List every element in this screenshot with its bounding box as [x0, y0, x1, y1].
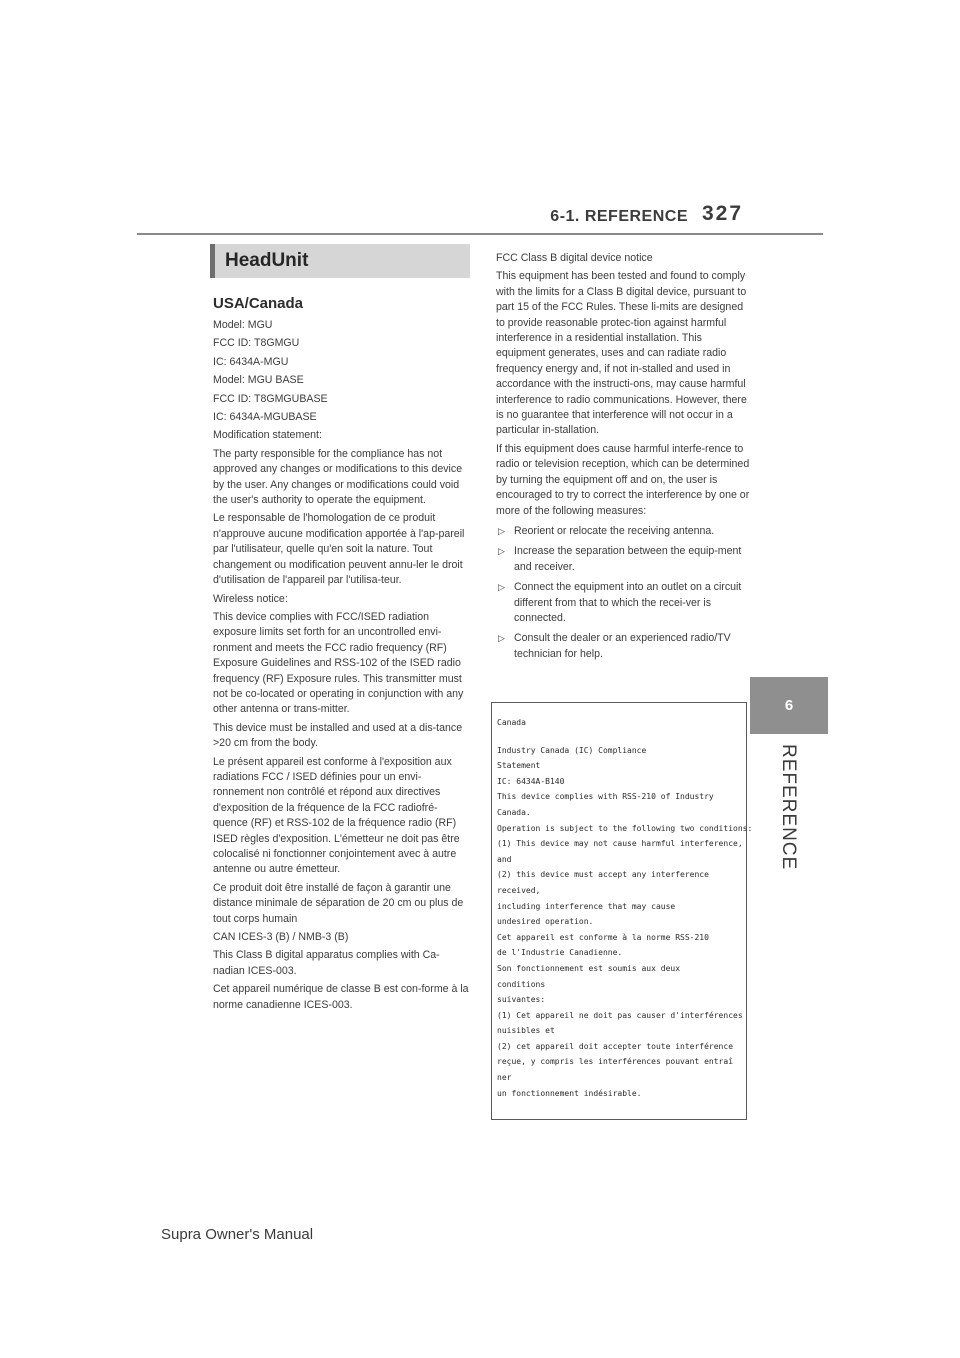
box-line: including interference that may cause — [497, 901, 676, 911]
box-spacer — [497, 731, 742, 743]
paragraph: The party responsible for the compliance has not approved any changes or modifications to this device by the user. Any changes or modifications could void the user's authority to operate the equipment. — [213, 447, 463, 507]
triangle-bullet-icon: ▷ — [498, 546, 505, 557]
footer-manual-title: Supra Owner's Manual — [161, 1226, 314, 1243]
paragraph: Model: MGU — [213, 319, 273, 331]
box-line: Son fonctionnement est soumis aux deux — [497, 963, 681, 973]
box-line: nuisibles et — [497, 1026, 555, 1036]
box-line: (1) Cet appareil ne doit pas causer d'interférences — [497, 1010, 743, 1020]
box-line: conditions — [497, 979, 546, 989]
paragraph: If this equipment does cause harmful interfe-rence to radio or television reception, which can be determined by turning the equipment off and on, the user is encouraged to try to correct the interference by one or more of the following measures: — [496, 442, 750, 517]
paragraph: Le présent appareil est conforme à l'exposition aux radiations FCC / ISED définies pour un envi-ronnement non contrôlé et répond aux directives d'exposition de la fréquence de la FCC radiofré-quence (RF) et RSS-102 de la fréquence radio (RF) ISED règles d'exposition. L'émetteur ne doit pas être colocalisé ni fonctionner conjointement avec à autre antenne ou autre émetteur. — [213, 755, 460, 876]
paragraph: Model: MGU BASE — [213, 374, 304, 387]
section-header: 6-1. REFERENCE — [550, 208, 688, 225]
box-line: IC: 6434A-B140 — [497, 776, 565, 786]
paragraph: FCC Class B digital device notice — [496, 252, 653, 264]
paragraph: This device must be installed and used at a dis-tance >20 cm from the body. — [213, 721, 463, 750]
right-column — [496, 251, 750, 665]
box-line: Cet appareil est conforme à la norme RSS-210 — [497, 932, 709, 942]
triangle-bullet-icon: ▷ — [498, 633, 505, 644]
box-line: un fonctionnement indésirable. — [497, 1088, 642, 1098]
box-line: (2) cet appareil doit accepter toute interférence — [497, 1041, 734, 1051]
header-rule — [137, 233, 823, 235]
box-line: Canada. — [497, 807, 531, 817]
paragraph: FCC ID: T8GMGUBASE — [213, 392, 328, 405]
paragraph: Modification statement: — [213, 429, 322, 442]
list-item-text: Connect the equipment into an outlet on a circuit different from that to which the recei-ver is connected. — [514, 581, 742, 624]
chapter-number: 6 — [784, 697, 794, 714]
box-line: suivantes: — [497, 995, 546, 1005]
box-line: Operation is subject to the following two conditions: — [497, 823, 753, 833]
box-line: undesired operation. — [497, 917, 594, 927]
paragraph: FCC ID: T8GMGU — [213, 337, 300, 350]
box-line: received, — [497, 885, 541, 895]
paragraph: This Class B digital apparatus complies with Ca-nadian ICES-003. — [213, 949, 440, 977]
box-line: (1) This device may not cause harmful interference, — [497, 839, 743, 849]
section-title-bar — [210, 244, 470, 278]
paragraph: Ce produit doit être installé de façon à garantir une distance minimale de séparation de 20 cm ou plus de tout corps humain — [213, 881, 464, 925]
paragraph: This device complies with FCC/ISED radiation exposure limits set forth for an uncontrolled envi-ronment and meets the FCC radio frequency (RF) Exposure Guidelines and RSS-102 of the ISED radio frequency (RF) Exposure rules. This transmitter must not be co-located or operating in conjunction with any other antenna or trans-mitter. — [213, 610, 464, 716]
list-item — [496, 544, 750, 575]
box-line: and — [497, 854, 512, 864]
paragraph: IC: 6434A-MGU — [213, 355, 289, 368]
box-line: This device complies with RSS-210 of Industry — [497, 792, 714, 802]
subheading: USA/Canada — [213, 295, 304, 312]
list-item-text: Reorient or relocate the receiving antenna. — [514, 524, 715, 537]
section-title: HeadUnit — [225, 250, 309, 271]
box-line: Statement — [497, 761, 541, 771]
list-item — [496, 524, 750, 539]
box-line: Industry Canada (IC) Compliance — [497, 745, 647, 755]
list-item-text: Consult the dealer or an experienced radio/TV technician for help. — [514, 632, 731, 660]
triangle-bullet-icon: ▷ — [498, 582, 505, 593]
canada-compliance-box — [491, 702, 753, 1120]
paragraph: This equipment has been tested and found to comply with the limits for a Class B digital device, pursuant to part 15 of the FCC Rules. These li-mits are designed to provide reasonable protec-tion against harmful interference in a residential installation. This equipment generates, uses and can radiate radio frequency energy and, if not in-stalled and used in accordance with the instructi-ons, may cause harmful interference to radio communications. However, there is no guarantee that interference will not occur in a particular in-stallation. — [496, 270, 747, 437]
list-item — [496, 580, 750, 626]
paragraph: Wireless notice: — [213, 592, 288, 605]
paragraph: IC: 6434A-MGUBASE — [213, 411, 317, 424]
page-number: 327 — [702, 202, 744, 225]
list-item-text: Increase the separation between the equip-ment and receiver. — [514, 545, 742, 573]
chapter-label: REFERENCE — [778, 744, 799, 871]
box-heading: Canada — [497, 718, 526, 727]
paragraph: Cet appareil numérique de classe B est con-forme à la norme canadienne ICES-003. — [213, 983, 469, 1011]
chapter-tab — [750, 677, 828, 734]
box-line: (2) this device must accept any interference — [497, 870, 709, 880]
box-line: de l'Industrie Canadienne. — [497, 948, 623, 958]
triangle-bullet-icon: ▷ — [498, 525, 505, 536]
list-item — [496, 631, 750, 662]
box-line: ner — [497, 1073, 512, 1083]
left-column — [213, 244, 470, 1016]
paragraph: CAN ICES-3 (B) / NMB-3 (B) — [213, 931, 349, 944]
paragraph: Le responsable de l'homologation de ce produit n'approuve aucune modification apportée à l'ap-pareil par l'utilisateur, quelle qu'en soit la nature. Tout changement ou modification peuvent annu-ler le droit d'utilisation de l'appareil par l'utilisa-teur. — [213, 512, 465, 587]
box-line: reçue, y compris les interférences pouvant entraî — [497, 1057, 734, 1067]
